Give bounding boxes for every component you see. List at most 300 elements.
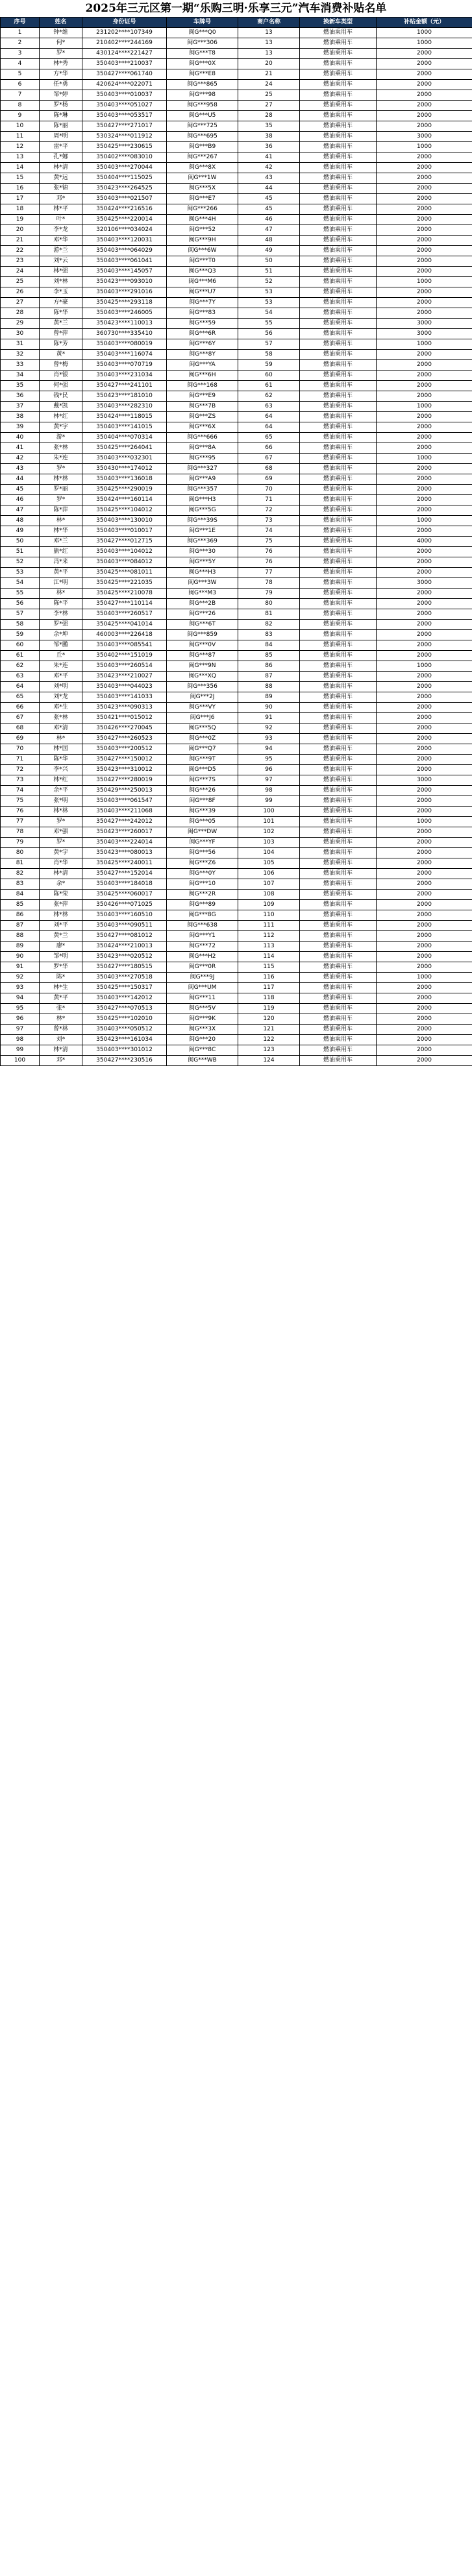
cell-plate: 闽G***YF	[167, 838, 238, 848]
cell-amount: 2000	[377, 744, 472, 755]
cell-plate: 闽G***7S	[167, 775, 238, 786]
column-header-id-number: 身份证号	[82, 18, 167, 28]
cell-merchant: 74	[238, 526, 300, 537]
cell-id-number: 350427****150012	[82, 755, 167, 765]
cell-name: 戴*凯	[40, 402, 82, 412]
cell-id-number: 210402****244169	[82, 38, 167, 49]
cell-amount: 2000	[377, 568, 472, 578]
cell-id-number: 350423****260017	[82, 827, 167, 838]
table-row	[1, 900, 472, 910]
cell-merchant: 24	[238, 80, 300, 90]
cell-merchant: 38	[238, 132, 300, 142]
table-row	[1, 267, 472, 277]
cell-name: 张*明	[40, 796, 82, 807]
cell-merchant: 96	[238, 765, 300, 775]
cell-index: 97	[1, 1025, 40, 1035]
table-row	[1, 952, 472, 962]
table-row	[1, 640, 472, 651]
cell-merchant: 64	[238, 412, 300, 422]
cell-vehicle-type: 燃油乘用车	[300, 516, 377, 526]
cell-id-number: 350423****110013	[82, 319, 167, 329]
cell-amount: 2000	[377, 640, 472, 651]
cell-amount: 2000	[377, 952, 472, 962]
cell-amount: 2000	[377, 381, 472, 391]
cell-vehicle-type: 燃油乘用车	[300, 236, 377, 246]
cell-index: 31	[1, 339, 40, 350]
cell-index: 30	[1, 329, 40, 339]
cell-plate: 闽G***T0	[167, 256, 238, 267]
cell-name: 罗*	[40, 817, 82, 827]
cell-amount: 2000	[377, 308, 472, 319]
column-header-vehicle-type: 换新车类型	[300, 18, 377, 28]
cell-vehicle-type: 燃油乘用车	[300, 225, 377, 236]
cell-vehicle-type: 燃油乘用车	[300, 121, 377, 132]
cell-vehicle-type: 燃油乘用车	[300, 620, 377, 630]
cell-merchant: 111	[238, 921, 300, 931]
cell-amount: 2000	[377, 589, 472, 599]
cell-plate: 闽G***357	[167, 485, 238, 495]
cell-index: 48	[1, 516, 40, 526]
cell-plate: 闽G***6X	[167, 422, 238, 433]
cell-plate: 闽G***9T	[167, 755, 238, 765]
table-row	[1, 775, 472, 786]
cell-index: 55	[1, 589, 40, 599]
cell-vehicle-type: 燃油乘用车	[300, 879, 377, 890]
cell-merchant: 59	[238, 360, 300, 371]
cell-merchant: 53	[238, 298, 300, 308]
cell-id-number: 350425****264041	[82, 443, 167, 454]
cell-vehicle-type: 燃油乘用车	[300, 287, 377, 298]
cell-merchant: 114	[238, 952, 300, 962]
cell-vehicle-type: 燃油乘用车	[300, 807, 377, 817]
cell-merchant: 69	[238, 474, 300, 485]
cell-name: 游*兰	[40, 246, 82, 256]
cell-amount: 2000	[377, 672, 472, 682]
table-row	[1, 163, 472, 173]
cell-id-number: 350403****116074	[82, 350, 167, 360]
cell-plate: 闽G***Q0	[167, 28, 238, 38]
cell-index: 87	[1, 921, 40, 931]
cell-name: 黄*宇	[40, 848, 82, 858]
cell-id-number: 350424****118015	[82, 412, 167, 422]
cell-vehicle-type: 燃油乘用车	[300, 578, 377, 589]
cell-plate: 闽G***5Y	[167, 557, 238, 568]
cell-vehicle-type: 燃油乘用车	[300, 589, 377, 599]
cell-name: 任*勇	[40, 80, 82, 90]
cell-name: 罗*强	[40, 620, 82, 630]
cell-plate: 闽G***638	[167, 921, 238, 931]
cell-plate: 闽G***72	[167, 942, 238, 952]
cell-id-number: 350403****053517	[82, 111, 167, 121]
cell-index: 88	[1, 931, 40, 942]
cell-merchant: 92	[238, 723, 300, 734]
cell-vehicle-type: 燃油乘用车	[300, 547, 377, 557]
cell-vehicle-type: 燃油乘用车	[300, 817, 377, 827]
cell-name: 李*林	[40, 609, 82, 620]
cell-name: 林*清	[40, 1045, 82, 1056]
cell-amount: 2000	[377, 495, 472, 505]
cell-id-number: 350403****070719	[82, 360, 167, 371]
cell-vehicle-type: 燃油乘用车	[300, 993, 377, 1004]
cell-plate: 闽G***5G	[167, 505, 238, 516]
cell-index: 16	[1, 184, 40, 194]
cell-id-number: 350403****270518	[82, 973, 167, 983]
cell-amount: 2000	[377, 869, 472, 879]
cell-amount: 2000	[377, 391, 472, 402]
cell-merchant: 13	[238, 49, 300, 59]
table-row	[1, 599, 472, 609]
cell-name: 林*林	[40, 910, 82, 921]
page	[0, 0, 472, 1066]
cell-vehicle-type: 燃油乘用车	[300, 599, 377, 609]
cell-id-number: 350403****061547	[82, 796, 167, 807]
cell-vehicle-type: 燃油乘用车	[300, 277, 377, 287]
cell-index: 24	[1, 267, 40, 277]
subsidy-table	[0, 17, 472, 1066]
cell-merchant: 79	[238, 589, 300, 599]
cell-index: 43	[1, 464, 40, 474]
cell-id-number: 350403****104012	[82, 547, 167, 557]
cell-merchant: 58	[238, 350, 300, 360]
cell-plate: 闽G***M6	[167, 277, 238, 287]
cell-id-number: 350427****110114	[82, 599, 167, 609]
cell-amount: 2000	[377, 1025, 472, 1035]
cell-plate: 闽G***4H	[167, 215, 238, 225]
cell-name: 邹*明	[40, 952, 82, 962]
cell-index: 86	[1, 910, 40, 921]
cell-name: 林*华	[40, 526, 82, 537]
cell-index: 3	[1, 49, 40, 59]
cell-merchant: 63	[238, 402, 300, 412]
cell-plate: 闽G***26	[167, 786, 238, 796]
cell-amount: 2000	[377, 371, 472, 381]
cell-amount: 2000	[377, 204, 472, 215]
cell-merchant: 106	[238, 869, 300, 879]
cell-plate: 闽G***Q3	[167, 267, 238, 277]
cell-plate: 闽G***95	[167, 454, 238, 464]
cell-amount: 2000	[377, 1045, 472, 1056]
cell-id-number: 350403****224014	[82, 838, 167, 848]
cell-index: 51	[1, 547, 40, 557]
cell-vehicle-type: 燃油乘用车	[300, 215, 377, 225]
table-row	[1, 464, 472, 474]
cell-amount: 2000	[377, 433, 472, 443]
cell-amount: 2000	[377, 993, 472, 1004]
table-row	[1, 723, 472, 734]
cell-name: 黄*	[40, 350, 82, 360]
cell-index: 56	[1, 599, 40, 609]
cell-id-number: 350425****240011	[82, 858, 167, 869]
cell-plate: 闽G***0R	[167, 962, 238, 973]
cell-name: 邓*兰	[40, 537, 82, 547]
cell-name: 张*	[40, 1004, 82, 1014]
cell-index: 41	[1, 443, 40, 454]
cell-id-number: 350403****282310	[82, 402, 167, 412]
cell-amount: 1000	[377, 817, 472, 827]
cell-amount: 2000	[377, 350, 472, 360]
cell-plate: 闽G***30	[167, 547, 238, 557]
cell-plate: 闽G***52	[167, 225, 238, 236]
cell-id-number: 350425****102010	[82, 1014, 167, 1025]
cell-vehicle-type: 燃油乘用车	[300, 692, 377, 703]
table-row	[1, 609, 472, 620]
cell-name: 陈*芳	[40, 339, 82, 350]
cell-amount: 2000	[377, 734, 472, 744]
cell-plate: 闽G***H3	[167, 568, 238, 578]
cell-amount: 2000	[377, 858, 472, 869]
cell-index: 29	[1, 319, 40, 329]
cell-name: 罗*	[40, 495, 82, 505]
cell-id-number: 350403****090511	[82, 921, 167, 931]
cell-plate: 闽G***26	[167, 609, 238, 620]
cell-amount: 2000	[377, 599, 472, 609]
cell-name: 林*平	[40, 204, 82, 215]
cell-vehicle-type: 燃油乘用车	[300, 526, 377, 537]
cell-id-number: 350403****120031	[82, 236, 167, 246]
table-row	[1, 184, 472, 194]
cell-index: 91	[1, 962, 40, 973]
cell-id-number: 350427****061740	[82, 69, 167, 80]
cell-id-number: 350403****142012	[82, 993, 167, 1004]
cell-index: 74	[1, 786, 40, 796]
cell-index: 84	[1, 890, 40, 900]
table-row	[1, 962, 472, 973]
cell-id-number: 360730****335410	[82, 329, 167, 339]
cell-index: 54	[1, 578, 40, 589]
cell-vehicle-type: 燃油乘用车	[300, 256, 377, 267]
cell-name: 熊*红	[40, 547, 82, 557]
cell-merchant: 81	[238, 609, 300, 620]
cell-merchant: 107	[238, 879, 300, 890]
table-row	[1, 942, 472, 952]
table-row	[1, 308, 472, 319]
cell-vehicle-type: 燃油乘用车	[300, 827, 377, 838]
cell-amount: 3000	[377, 132, 472, 142]
cell-merchant: 41	[238, 152, 300, 163]
cell-index: 8	[1, 101, 40, 111]
cell-vehicle-type: 燃油乘用车	[300, 298, 377, 308]
cell-name: 张*萍	[40, 900, 82, 910]
cell-name: 林*强	[40, 267, 82, 277]
cell-plate: 闽G***ZS	[167, 412, 238, 422]
cell-merchant: 119	[238, 1004, 300, 1014]
cell-name: 刘*平	[40, 921, 82, 931]
cell-merchant: 97	[238, 775, 300, 786]
table-row	[1, 402, 472, 412]
cell-merchant: 76	[238, 557, 300, 568]
cell-amount: 2000	[377, 942, 472, 952]
cell-name: 陈*平	[40, 599, 82, 609]
cell-plate: 闽G***7B	[167, 402, 238, 412]
cell-id-number: 350403****010017	[82, 526, 167, 537]
cell-amount: 1000	[377, 973, 472, 983]
cell-plate: 闽G***05	[167, 817, 238, 827]
cell-plate: 闽G***8F	[167, 796, 238, 807]
cell-index: 14	[1, 163, 40, 173]
cell-vehicle-type: 燃油乘用车	[300, 422, 377, 433]
cell-amount: 2000	[377, 287, 472, 298]
cell-id-number: 350404****070314	[82, 433, 167, 443]
table-row	[1, 568, 472, 578]
cell-merchant: 44	[238, 184, 300, 194]
table-row	[1, 1025, 472, 1035]
cell-plate: 闽G***0X	[167, 59, 238, 69]
cell-amount: 2000	[377, 236, 472, 246]
cell-plate: 闽G***11	[167, 993, 238, 1004]
cell-id-number: 350403****246005	[82, 308, 167, 319]
table-row	[1, 350, 472, 360]
cell-name: 方*华	[40, 69, 82, 80]
cell-plate: 闽G***10	[167, 879, 238, 890]
cell-amount: 2000	[377, 786, 472, 796]
cell-amount: 2000	[377, 962, 472, 973]
cell-name: 余*平	[40, 786, 82, 796]
cell-vehicle-type: 燃油乘用车	[300, 838, 377, 848]
column-header-name: 姓名	[40, 18, 82, 28]
cell-vehicle-type: 燃油乘用车	[300, 723, 377, 734]
table-row	[1, 225, 472, 236]
cell-amount: 2000	[377, 173, 472, 184]
cell-amount: 2000	[377, 1035, 472, 1045]
cell-merchant: 50	[238, 256, 300, 267]
cell-index: 9	[1, 111, 40, 121]
cell-name: 张*林	[40, 443, 82, 454]
cell-name: 陈*琳	[40, 111, 82, 121]
cell-index: 37	[1, 402, 40, 412]
cell-name: 廖*	[40, 942, 82, 952]
cell-merchant: 120	[238, 1014, 300, 1025]
cell-plate: 闽G***695	[167, 132, 238, 142]
cell-plate: 闽G***J6	[167, 713, 238, 723]
cell-name: 陈*华	[40, 755, 82, 765]
cell-merchant: 82	[238, 620, 300, 630]
cell-amount: 2000	[377, 526, 472, 537]
cell-vehicle-type: 燃油乘用车	[300, 1056, 377, 1066]
cell-vehicle-type: 燃油乘用车	[300, 474, 377, 485]
cell-index: 90	[1, 952, 40, 962]
table-row	[1, 848, 472, 858]
cell-merchant: 36	[238, 142, 300, 152]
cell-index: 13	[1, 152, 40, 163]
cell-id-number: 350403****044023	[82, 682, 167, 692]
cell-index: 32	[1, 350, 40, 360]
cell-merchant: 105	[238, 858, 300, 869]
table-row	[1, 121, 472, 132]
table-row	[1, 173, 472, 184]
cell-vehicle-type: 燃油乘用车	[300, 910, 377, 921]
table-row	[1, 547, 472, 557]
cell-name: 朱*连	[40, 454, 82, 464]
cell-plate: 闽G***YA	[167, 360, 238, 371]
cell-vehicle-type: 燃油乘用车	[300, 90, 377, 101]
cell-index: 52	[1, 557, 40, 568]
cell-index: 53	[1, 568, 40, 578]
table-row	[1, 817, 472, 827]
cell-index: 70	[1, 744, 40, 755]
cell-index: 57	[1, 609, 40, 620]
cell-merchant: 95	[238, 755, 300, 765]
cell-name: 林*	[40, 589, 82, 599]
cell-amount: 2000	[377, 80, 472, 90]
cell-plate: 闽G***5V	[167, 1004, 238, 1014]
cell-vehicle-type: 燃油乘用车	[300, 765, 377, 775]
table-row	[1, 993, 472, 1004]
cell-index: 96	[1, 1014, 40, 1025]
cell-id-number: 350425****060017	[82, 890, 167, 900]
table-row	[1, 339, 472, 350]
cell-plate: 闽G***56	[167, 848, 238, 858]
cell-name: 林*生	[40, 983, 82, 993]
table-row	[1, 360, 472, 371]
cell-amount: 2000	[377, 983, 472, 993]
cell-plate: 闽G***VY	[167, 703, 238, 713]
cell-amount: 2000	[377, 1004, 472, 1014]
cell-id-number: 350403****064029	[82, 246, 167, 256]
cell-index: 73	[1, 775, 40, 786]
cell-merchant: 112	[238, 931, 300, 942]
cell-name: 朱*连	[40, 661, 82, 672]
cell-vehicle-type: 燃油乘用车	[300, 973, 377, 983]
cell-amount: 2000	[377, 807, 472, 817]
table-row	[1, 215, 472, 225]
table-row	[1, 1045, 472, 1056]
table-row	[1, 329, 472, 339]
cell-id-number: 350403****021507	[82, 194, 167, 204]
cell-name: 张*林	[40, 713, 82, 723]
cell-vehicle-type: 燃油乘用车	[300, 381, 377, 391]
cell-id-number: 350427****180515	[82, 962, 167, 973]
cell-id-number: 530324****011912	[82, 132, 167, 142]
cell-amount: 1000	[377, 454, 472, 464]
table-row	[1, 298, 472, 308]
cell-name: 刘*林	[40, 277, 82, 287]
cell-plate: 闽G***6W	[167, 246, 238, 256]
table-row	[1, 132, 472, 142]
cell-merchant: 46	[238, 215, 300, 225]
cell-plate: 闽G***5X	[167, 184, 238, 194]
cell-amount: 2000	[377, 848, 472, 858]
cell-merchant: 89	[238, 692, 300, 703]
cell-index: 20	[1, 225, 40, 236]
cell-id-number: 350423****181010	[82, 391, 167, 402]
cell-plate: 闽G***XQ	[167, 672, 238, 682]
cell-index: 45	[1, 485, 40, 495]
cell-amount: 2000	[377, 163, 472, 173]
cell-merchant: 108	[238, 890, 300, 900]
cell-name: 林*	[40, 1014, 82, 1025]
cell-id-number: 350427****081012	[82, 931, 167, 942]
cell-id-number: 350429****250013	[82, 786, 167, 796]
cell-vehicle-type: 燃油乘用车	[300, 111, 377, 121]
cell-merchant: 64	[238, 422, 300, 433]
cell-amount: 2000	[377, 796, 472, 807]
cell-id-number: 350403****301012	[82, 1045, 167, 1056]
cell-vehicle-type: 燃油乘用车	[300, 360, 377, 371]
cell-plate: 闽G***327	[167, 464, 238, 474]
cell-id-number: 350402****151019	[82, 651, 167, 661]
cell-amount: 2000	[377, 474, 472, 485]
cell-id-number: 350425****150317	[82, 983, 167, 993]
cell-id-number: 350425****081011	[82, 568, 167, 578]
cell-vehicle-type: 燃油乘用车	[300, 734, 377, 744]
cell-vehicle-type: 燃油乘用车	[300, 246, 377, 256]
cell-index: 36	[1, 391, 40, 402]
cell-merchant: 68	[238, 464, 300, 474]
table-row	[1, 672, 472, 682]
cell-vehicle-type: 燃油乘用车	[300, 173, 377, 184]
cell-index: 58	[1, 620, 40, 630]
cell-index: 33	[1, 360, 40, 371]
